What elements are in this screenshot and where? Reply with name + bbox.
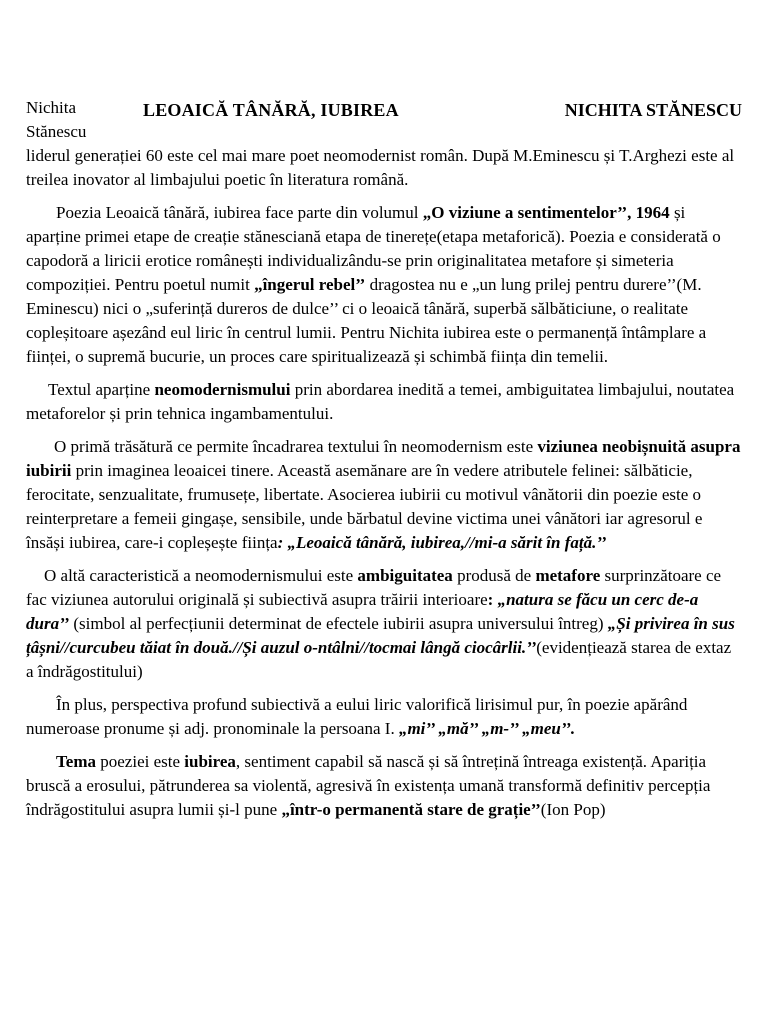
paragraph-ambiguity-text-1: O altă caracteristică a neomodernismului este [44, 566, 358, 585]
paragraph-theme-text-1: poeziei este [96, 752, 185, 771]
paragraph-neomodernism [26, 378, 742, 426]
quote-privirea: „Și privirea în sus țâșni//curcubeu tăiat în două.//Și auzul o-ntâlni//tocmai lângă ciocârlii.’’ [26, 614, 735, 657]
paragraph-first-trait-text-1: O primă trăsătură ce permite încadrarea textului în neomodernism este [54, 437, 538, 456]
quote-pronouns: „mi’’ „mă’’ „m-’’ „meu’’. [398, 719, 576, 738]
paragraph-theme-text-2: , sentiment capabil să nască și să întrețină întreaga existență. Apariția bruscă a erosului, pătrunderea sa violentă, agresivă în existența umană transformă definitiv percepția îndrăgostitului asupra lumii și-l pune [26, 752, 711, 819]
paragraph-volume-text-1: Poezia Leoaică tânără, iubirea face parte din volumul [56, 203, 423, 222]
author-name-left: Nichita Stănescu [26, 98, 87, 141]
paragraph-neomodernism-text-2: prin abordarea inedită a temei, ambiguitatea limbajului, noutatea metaforelor și prin tehnica ingambamentului. [26, 380, 735, 423]
paragraph-ambiguity-text-4: (simbol al perfecțiunii determinat de efectele iubirii asupra universului întreg) [69, 614, 608, 633]
quote-natura: „natura se făcu un cerc de-a dura’’ [26, 590, 699, 633]
document-page [26, 96, 742, 831]
document-header [26, 96, 742, 144]
volume-title: „O viziune a sentimentelor’’, 1964 [422, 203, 670, 222]
paragraph-first-trait-text-2: prin imaginea leoaicei tinere. Această asemănare are în vedere atributele felinei: sălbăticie, ferocitate, senzualitate, frumusețe, libertate. Asocierea iubirii cu motivul vânătorii din poezie este o reinterpretare a femeii gingașe, sensibile, unde bărbatul devine victima unei vânători iar agresorul e însăși iubirea, care-i copleșește ființa [26, 461, 703, 552]
poet-nickname: „îngerul rebel’’ [254, 275, 366, 294]
term-metaphors: metafore [535, 566, 601, 585]
paragraph-neomodernism-text-1: Textul aparține [48, 380, 155, 399]
paragraph-ambiguity-text-5: (evidențiează starea de extaz a îndrăgostitului) [26, 638, 732, 681]
term-unusual-vision: viziunea neobișnuită asupra iubirii [26, 437, 741, 480]
paragraph-volume-text-2: și aparține primei etape de creație stănesciană etapa de tinerețe(etapa metaforică). Poezia e considerată o capodoră a liricii erotice românești individualizându-se prin originalitatea metafore și simeteria compoziției. Pentru poetul numit [26, 203, 721, 294]
paragraph-volume-text-3: dragostea nu e „un lung prilej pentru durere’’(M. Eminescu) nici o „suferință dureros de dulce’’ ci o leoaică tânără, superbă sălbăticiune, o realitate copleșitoare așezând eul liric în centrul lumii. Pentru Nichita iubirea este o permanență întâmplare a ființei, o supremă bucurie, un proces care spiritualizează și schimbă ființa din temelii. [26, 275, 707, 366]
citation-ion-pop: (Ion Pop) [540, 800, 606, 819]
intro-paragraph [26, 144, 742, 192]
quote-leoaica: : „Leoaică tânără, iubirea,//mi-a sărit în față.’’ [277, 533, 607, 552]
paragraph-ambiguity [26, 564, 742, 684]
paragraph-subjective [26, 693, 742, 741]
author-name-right: NICHITA STĂNESCU [564, 100, 742, 120]
colon-bold: : [487, 590, 494, 609]
paragraph-theme [26, 750, 742, 822]
term-neomodernism: neomodernismului [154, 380, 291, 399]
term-ambiguity: ambiguitatea [357, 566, 453, 585]
paragraph-ambiguity-text-2: produsă de [452, 566, 536, 585]
paragraph-first-trait [26, 435, 742, 555]
intro-text: liderul generației 60 este cel mai mare poet neomodernist român. După M.Eminescu și T.Arghezi este al treilea inovator al limbajului poetic în literatura română. [26, 146, 735, 189]
paragraph-volume [26, 201, 742, 369]
paragraph-ambiguity-text-3: surprinzătoare ce fac viziunea autorului originală și subiectivă asupra trăirii interioare [26, 566, 722, 609]
term-theme: Tema [56, 752, 96, 771]
paragraph-subjective-text-1: În plus, perspectiva profund subiectivă a eului liric valorifică lirisimul pur, în poezie apărând numeroase pronume și adj. pronominale la persoana I. [26, 695, 688, 738]
document-title: LEOAICĂ TÂNĂRĂ, IUBIREA [143, 100, 399, 120]
term-love: iubirea [184, 752, 236, 771]
quote-grace: „într-o permanentă stare de grație’’ [281, 800, 541, 819]
